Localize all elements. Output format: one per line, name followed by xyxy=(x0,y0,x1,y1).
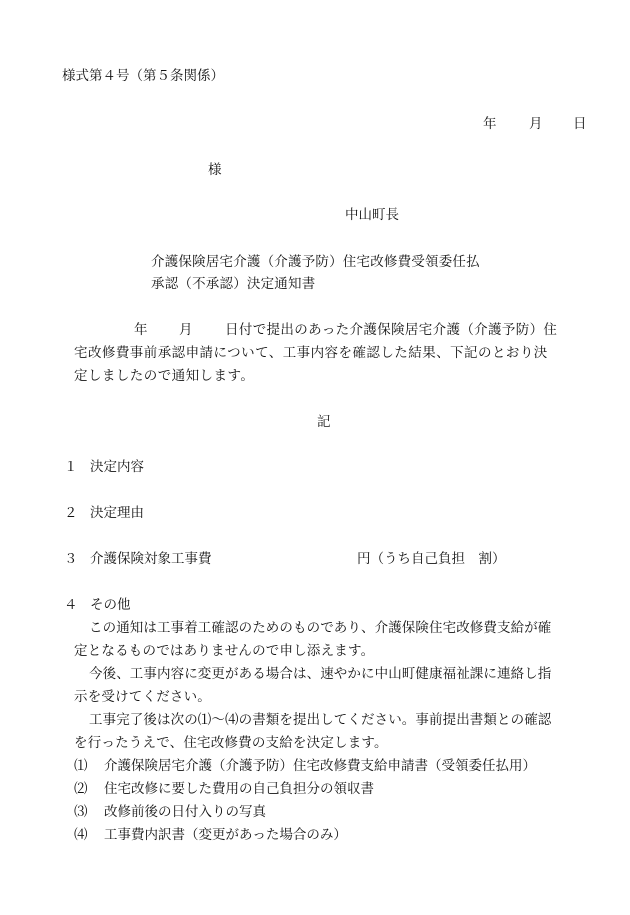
date-month: 月 xyxy=(529,116,543,132)
section-1-number: １ xyxy=(64,459,78,475)
document-item-1-number: ⑴ xyxy=(74,758,88,774)
other-p3-line-1: 工事完了後は次の⑴～⑷の書類を提出してください。事前提出書類との確認 xyxy=(89,712,552,728)
form-number: 様式第４号（第５条関係） xyxy=(62,68,224,84)
document-item-4-text: 工事費内訳書（変更があった場合のみ） xyxy=(104,827,347,843)
title-line-1: 介護保険居宅介護（介護予防）住宅改修費受領委任払 xyxy=(151,254,480,270)
document-item-2-number: ⑵ xyxy=(74,781,88,797)
intro-line-3: 定しましたので通知します。 xyxy=(74,368,255,384)
other-p1-line-2: 定となるものではありませんので申し添えます。 xyxy=(74,643,375,659)
intro-line-1: 日付で提出のあった介護保険居宅介護（介護予防）住 xyxy=(225,322,558,338)
document-item-1-text: 介護保険居宅介護（介護予防）住宅改修費支給申請書（受領委任払用） xyxy=(104,758,536,774)
section-1-label: 決定内容 xyxy=(90,459,144,475)
section-3-amount-suffix: 円（うち自己負担 割） xyxy=(357,551,506,567)
other-p2-line-1: 今後、工事内容に変更がある場合は、速やかに中山町健康福祉課に連絡し指 xyxy=(89,666,552,682)
other-p2-line-2: 示を受けてください。 xyxy=(74,689,211,705)
ki-heading: 記 xyxy=(317,414,331,430)
section-3-number: ３ xyxy=(64,551,78,567)
date-day: 日 xyxy=(573,116,587,132)
intro-line-2: 宅改修費事前承認申請について、工事内容を確認した結果、下記のとおり決 xyxy=(74,345,548,361)
title-line-2: 承認（不承認）決定通知書 xyxy=(151,276,316,292)
document-item-2-text: 住宅改修に要した費用の自己負担分の領収書 xyxy=(104,781,374,797)
document-item-3-number: ⑶ xyxy=(74,804,88,820)
issuer: 中山町長 xyxy=(345,207,399,223)
section-2-label: 決定理由 xyxy=(90,505,144,521)
document-item-4-number: ⑷ xyxy=(74,827,88,843)
section-2-number: ２ xyxy=(64,505,78,521)
section-4-number: ４ xyxy=(64,597,78,613)
intro-month: 月 xyxy=(179,322,193,338)
other-p3-line-2: を行ったうえで、住宅改修費の支給を決定します。 xyxy=(74,735,388,751)
section-4-label: その他 xyxy=(90,597,131,613)
other-p1-line-1: この通知は工事着工確認のためのものであり、介護保険住宅改修費支給が確 xyxy=(89,620,552,636)
section-3-label: 介護保険対象工事費 xyxy=(90,551,212,567)
date-year: 年 xyxy=(483,116,497,132)
document-item-3-text: 改修前後の日付入りの写真 xyxy=(104,804,266,820)
addressee-suffix: 様 xyxy=(208,162,222,178)
intro-year: 年 xyxy=(134,322,148,338)
